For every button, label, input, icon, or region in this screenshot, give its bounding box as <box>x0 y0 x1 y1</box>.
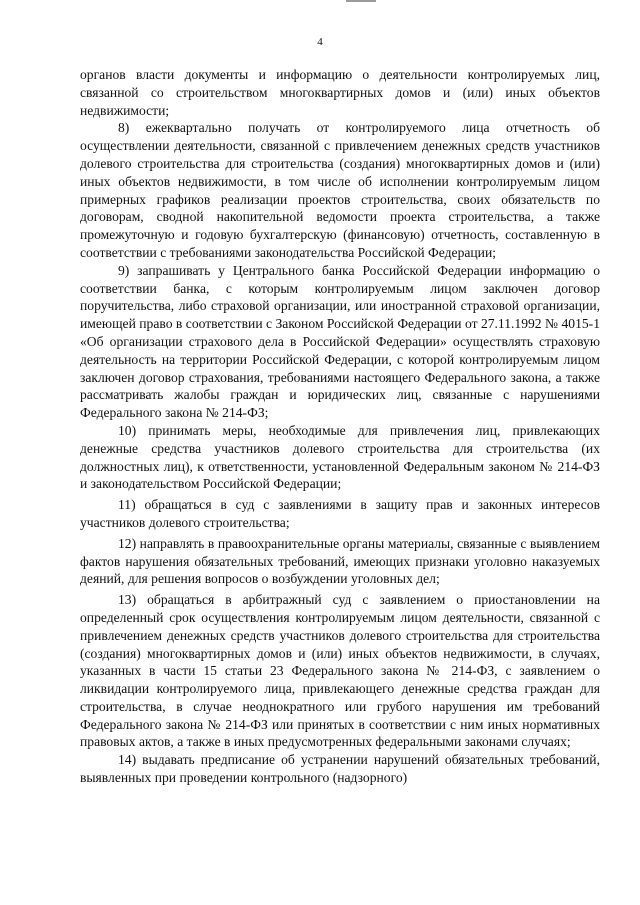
paragraph-item-12: 12) направлять в правоохранительные органы материалы, связанные с выявлением фактов нарушения обязательных требований, имеющих признаки уголовно наказуемых деяний, для решения вопросов о возбуждении уголовных дел; <box>80 535 600 587</box>
document-body <box>80 66 600 787</box>
paragraph-item-11: 11) обращаться в суд с заявлениями в защиту прав и законных интересов участников долевого строительства; <box>80 497 600 530</box>
paragraph-item-9: 9) запрашивать у Центрального банка Российской Федерации информацию о соответствии банка, с которым контролируемым лицом заключен договор поручительства, либо страховой организации, или иностранной страховой организации, имеющей право в соответствии с Законом Российской Федерации от 27.11.1992 № 4015-1 «Об организации страхового дела в Российской Федерации» осуществлять страховую деятельность на территории Российской Федерации, с которой контролируемым лицом заключен договор страхования, требованиями настоящего Федерального закона, а также рассматривать жалобы граждан и юридических лиц, связанные с нарушениями Федерального закона № 214-ФЗ; <box>80 262 600 421</box>
paragraph-item-10: 10) принимать меры, необходимые для привлечения лиц, привлекающих денежные средства участников долевого строительства для строительства (их должностных лиц), к ответственности, установленной Федеральным законом № 214-ФЗ и законодательством Российской Федерации; <box>80 422 600 492</box>
paragraph-continuation: органов власти документы и информацию о деятельности контролируемых лиц, связанной со строительством многоквартирных домов и (или) иных объектов недвижимости; <box>80 67 600 118</box>
paragraph-item-14: 14) выдавать предписание об устранении нарушений обязательных требований, выявленных при проведении контрольного (надзорного) <box>80 752 600 786</box>
paragraph-item-13: 13) обращаться в арбитражный суд с заявлением о приостановлении на определенный срок осуществления контролируемым лицом деятельности, связанной с привлечением денежных средств участников долевого строительства для строительства (создания) многоквартирных домов и (или) иных объектов недвижимости, в случаях, указанных в части 15 статьи 23 Федерального закона № 214-ФЗ, с заявлением о ликвидации контролируемого лица, привлекающего денежные средства граждан для строительства, в случае неоднократного или грубого нарушения им требований Федерального закона № 214-ФЗ или принятых в соответствии с ним иных нормативных правовых актов, а также в иных предусмотренных федеральными законами случаях; <box>80 592 600 750</box>
scan-top-mark <box>346 0 376 2</box>
page-number: 4 <box>317 36 323 48</box>
paragraph-item-8: 8) ежеквартально получать от контролируемого лица отчетность об осуществлении деятельности, связанной с привлечением денежных средств участников долевого строительства для строительства (создания) многоквартирных домов и (или) иных объектов недвижимости, в том числе об исполнении контролируемым лицом примерных графиков реализации проектов строительства, своих обязательств по договорам, сводной накопительной ведомости проекта строительства, а также промежуточную и годовую бухгалтерскую (финансовую) отчетность, составленную в соответствии с требованиями законодательства Российской Федерации; <box>80 120 600 260</box>
